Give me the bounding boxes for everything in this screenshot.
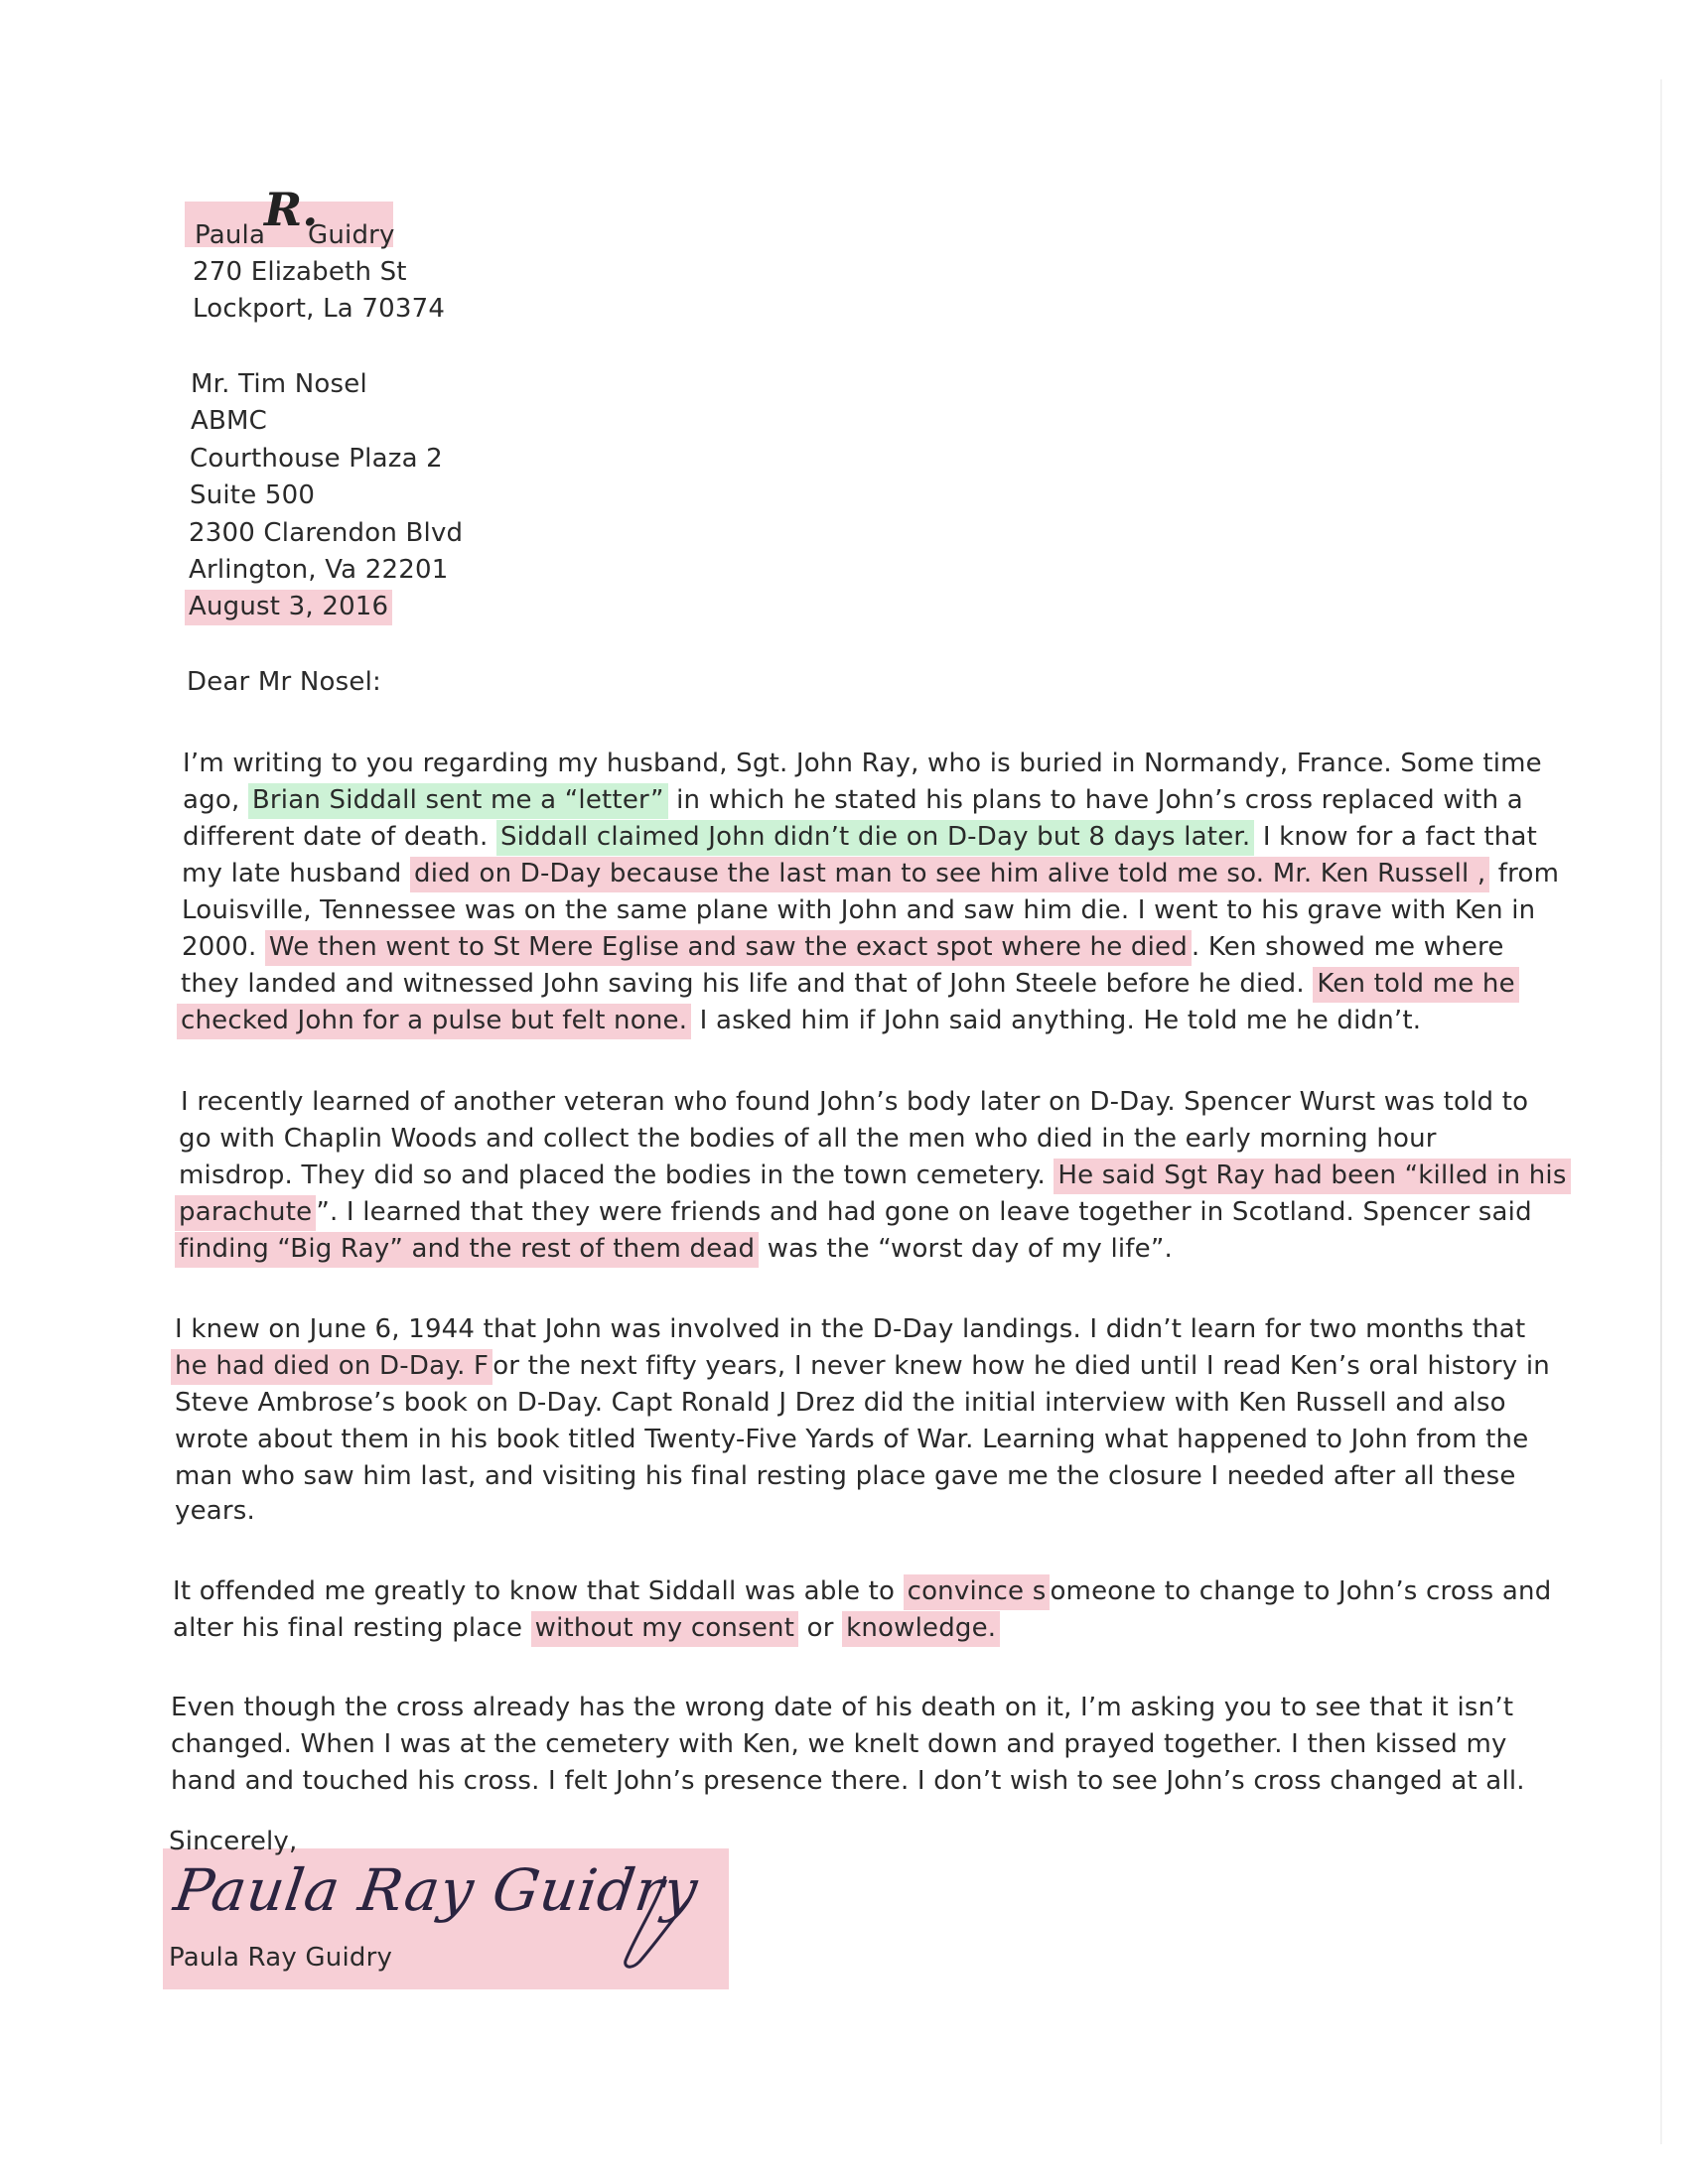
p1-line7-a: they landed and witnessed John saving his life and that of John Steele before he died. xyxy=(181,969,1314,999)
p4-line2 xyxy=(173,1611,1000,1645)
highlight-pink-died: died on D-Day because the last man to see him alive told me so. Mr. Ken Russell , xyxy=(410,857,1489,892)
p1-line3-a: different date of death. xyxy=(183,822,496,852)
highlight-pink-consent: without my consent xyxy=(531,1611,798,1647)
highlight-green-claim: Siddall claimed John didn’t die on D-Day but 8 days later. xyxy=(496,820,1254,856)
p4-line1-a: It offended me greatly to know that Siddall was able to xyxy=(173,1576,904,1606)
p3-line6: years. xyxy=(175,1496,256,1526)
date-highlight: August 3, 2016 xyxy=(185,590,392,625)
letter-date xyxy=(185,590,392,623)
p2-line3 xyxy=(179,1159,1571,1192)
recipient-line4: Arlington, Va 22201 xyxy=(189,555,449,585)
signature-flourish xyxy=(596,1866,705,1976)
p1-line4-a: my late husband xyxy=(182,859,410,888)
p1-line3 xyxy=(183,820,1537,854)
p3-line3: Steve Ambrose’s book on D-Day. Capt Ronald J Drez did the initial interview with Ken Russell and also xyxy=(175,1388,1506,1418)
sender-address-line2: Lockport, La 70374 xyxy=(193,294,446,324)
p1-line8-b: I asked him if John said anything. He told me he didn’t. xyxy=(691,1006,1422,1035)
p1-line5: Louisville, Tennessee was on the same plane with John and saw him die. I went to his grave with Ken in xyxy=(182,895,1536,925)
p5-line3: hand and touched his cross. I felt John’s presence there. I don’t wish to see John’s cross changed at all. xyxy=(171,1766,1525,1796)
highlight-pink-killed: He said Sgt Ray had been “killed in his xyxy=(1054,1159,1570,1194)
highlight-green-letter: Brian Siddall sent me a “letter” xyxy=(248,783,668,819)
p5-line1: Even though the cross already has the wrong date of his death on it, I’m asking you to see that it isn’t xyxy=(171,1693,1514,1722)
p2-line1: I recently learned of another veteran who found John’s body later on D-Day. Spencer Wurst was told to xyxy=(181,1087,1529,1117)
p1-line4-c: from xyxy=(1489,859,1560,888)
recipient-org: ABMC xyxy=(191,406,268,436)
p1-line3-c: I know for a fact that xyxy=(1254,822,1537,852)
p1-line1: I’m writing to you regarding my husband, Sgt. John Ray, who is buried in Normandy, France. Some time xyxy=(183,749,1542,778)
p3-line1: I knew on June 6, 1944 that John was involved in the D-Day landings. I didn’t learn for two months that xyxy=(175,1314,1526,1344)
sender-last-name: Guidry xyxy=(308,220,395,250)
signature-printed-name: Paula Ray Guidry xyxy=(169,1943,393,1973)
p4-line1 xyxy=(173,1574,1551,1608)
recipient-line2: Suite 500 xyxy=(190,480,316,510)
salutation: Dear Mr Nosel: xyxy=(187,667,381,697)
p3-line5: man who saw him last, and visiting his final resting place gave me the closure I needed after all these xyxy=(175,1461,1516,1491)
p2-line5 xyxy=(175,1232,1173,1266)
p1-line2-a: ago, xyxy=(183,785,248,815)
sender-handwritten-initial: R. xyxy=(264,183,319,236)
sender-first-name: Paula xyxy=(195,220,266,250)
scan-edge-shadow xyxy=(1660,79,1662,2144)
p1-line8 xyxy=(177,1004,1421,1037)
closing: Sincerely, xyxy=(169,1827,298,1856)
recipient-name: Mr. Tim Nosel xyxy=(191,369,367,399)
p4-line1-c: omeone to change to John’s cross and xyxy=(1050,1576,1552,1606)
p1-line2-c: in which he stated his plans to have John’s cross replaced with a xyxy=(667,785,1523,815)
p4-line2-a: alter his final resting place xyxy=(173,1613,531,1643)
p5-line2: changed. When I was at the cemetery with Ken, we knelt down and prayed together. I then kissed my xyxy=(171,1729,1507,1759)
p3-line2 xyxy=(171,1349,1550,1383)
p2-line3-a: misdrop. They did so and placed the bodies in the town cemetery. xyxy=(179,1160,1055,1190)
p2-line4 xyxy=(175,1195,1532,1229)
p4-line2-c: or xyxy=(798,1613,843,1643)
p1-line6 xyxy=(182,930,1504,964)
recipient-line1: Courthouse Plaza 2 xyxy=(190,444,443,474)
p2-line2: go with Chaplin Woods and collect the bodies of all the men who died in the early morning hour xyxy=(179,1124,1437,1154)
recipient-line3: 2300 Clarendon Blvd xyxy=(189,518,464,548)
highlight-pink-died-dday: he had died on D-Day. F xyxy=(171,1349,492,1385)
sender-address-line1: 270 Elizabeth St xyxy=(193,257,407,287)
p2-line4-b: ”. I learned that they were friends and had gone on leave together in Scotland. Spencer said xyxy=(316,1197,1532,1227)
handwritten-signature: Paula Ray Guidry xyxy=(170,1856,703,1924)
p1-line7 xyxy=(181,967,1519,1001)
p1-line4 xyxy=(182,857,1559,890)
highlight-pink-knowledge: knowledge. xyxy=(842,1611,1000,1647)
p2-line5-b: was the “worst day of my life”. xyxy=(759,1234,1173,1264)
p1-line6-c: . Ken showed me where xyxy=(1191,932,1504,962)
p1-line2 xyxy=(183,783,1523,817)
highlight-pink-spot: We then went to St Mere Eglise and saw the exact spot where he died xyxy=(265,930,1192,966)
p3-line4: wrote about them in his book titled Twenty-Five Yards of War. Learning what happened to John from the xyxy=(175,1425,1529,1454)
highlight-pink-pulse: checked John for a pulse but felt none. xyxy=(177,1004,691,1039)
highlight-pink-convince: convince s xyxy=(904,1574,1051,1610)
highlight-pink-parachute: parachute xyxy=(175,1195,316,1231)
highlight-pink-big-ray: finding “Big Ray” and the rest of them dead xyxy=(175,1232,759,1268)
p3-line2-b: or the next fifty years, I never knew how he died until I read Ken’s oral history in xyxy=(492,1351,1550,1381)
highlight-pink-ken-told: Ken told me he xyxy=(1313,967,1518,1003)
p1-line6-a: 2000. xyxy=(182,932,265,962)
